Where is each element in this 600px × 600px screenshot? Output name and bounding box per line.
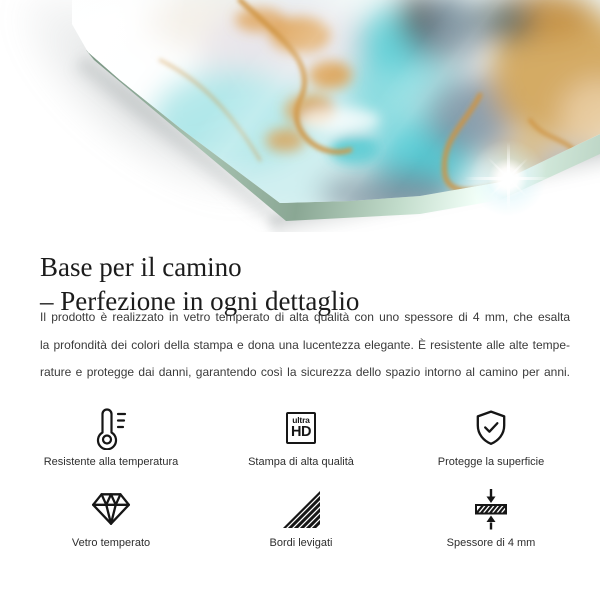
feature-label: Protegge la superficie xyxy=(437,456,545,468)
feature-thickness xyxy=(396,487,586,549)
product-description xyxy=(40,304,570,387)
thickness-icon xyxy=(471,487,511,531)
feature-tempered-glass xyxy=(16,487,206,549)
feature-label: Resistente alla temperatura xyxy=(43,456,179,468)
ultra-hd-icon xyxy=(286,406,316,450)
diamond-icon xyxy=(90,487,132,531)
feature-label: Spessore di 4 mm xyxy=(446,537,536,549)
feature-grid xyxy=(16,406,586,549)
feature-print-quality xyxy=(206,406,396,468)
description-line: Il prodotto è realizzato in vetro temperato di alta qualità con uno spessore di 4 mm, che esalta xyxy=(40,310,570,324)
shield-check-icon xyxy=(472,406,510,450)
title-line-1: Base per il camino xyxy=(40,252,242,283)
feature-temperature-resistant xyxy=(16,406,206,468)
ultra-hd-text-top: ultra xyxy=(292,415,310,425)
product-image xyxy=(0,0,600,232)
feature-label: Bordi levigati xyxy=(269,537,333,549)
feature-label: Vetro temperato xyxy=(71,537,151,549)
polished-edges-icon xyxy=(281,487,321,531)
ultra-hd-text-bottom: HD xyxy=(291,424,311,440)
title-line-2: – Perfezione in ogni dettaglio xyxy=(40,286,360,317)
feature-surface-protection xyxy=(396,406,586,468)
feature-polished-edges xyxy=(206,487,396,549)
description-line: rature e protegge dai danni, garantendo così la sicurezza dello spazio intorno al camino per anni. xyxy=(40,365,570,379)
feature-label: Stampa di alta qualità xyxy=(248,456,354,468)
thermometer-icon xyxy=(91,406,131,450)
description-line: la profondità dei colori della stampa e dona una lucentezza elegante. È resistente alle alte tempe- xyxy=(40,337,570,352)
